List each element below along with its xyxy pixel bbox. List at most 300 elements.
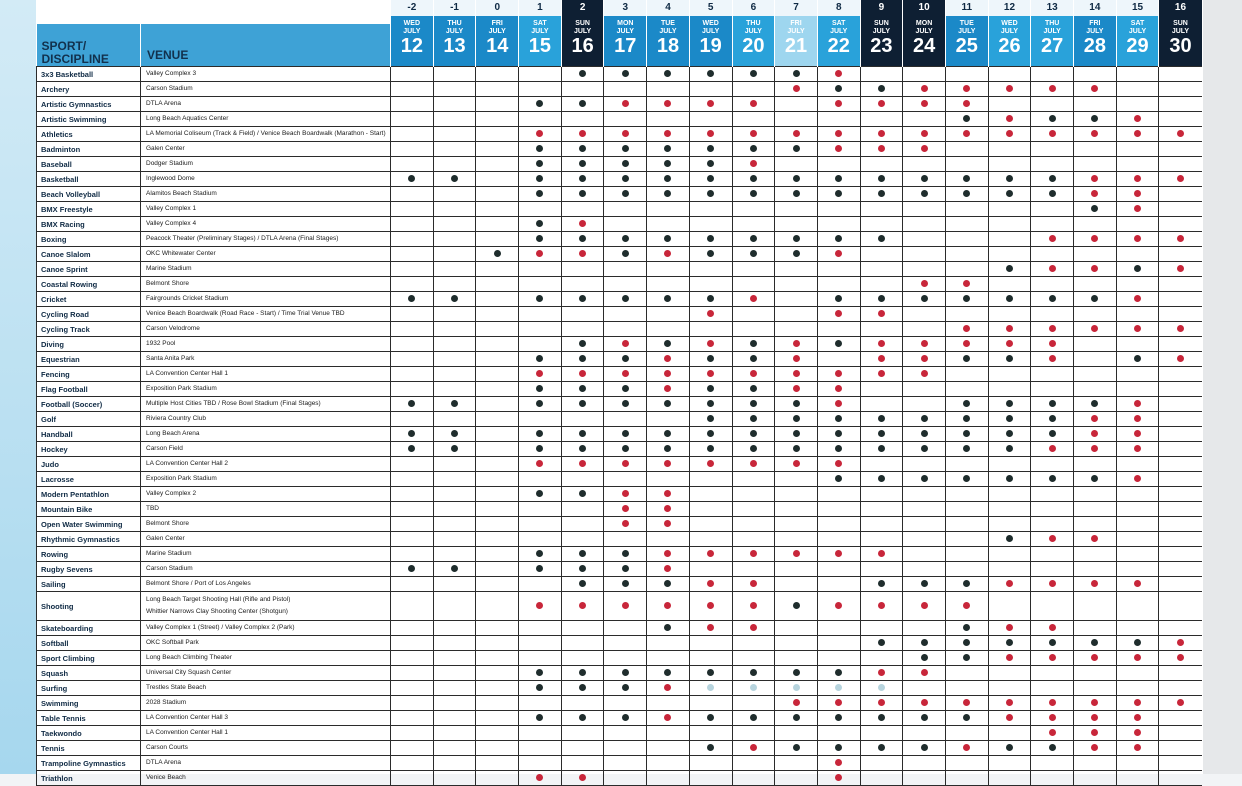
table-row (37, 352, 1202, 367)
schedule-cell (604, 172, 647, 187)
schedule-cell (945, 532, 988, 547)
medal-event-dot (664, 460, 671, 467)
schedule-cell (647, 412, 690, 427)
schedule-cell (1159, 157, 1202, 172)
competition-dot (1134, 639, 1141, 646)
schedule-cell (519, 262, 562, 277)
day-of-week: FRI (1089, 20, 1101, 27)
date-number: 13 (443, 35, 466, 57)
schedule-cell (775, 487, 818, 502)
competition-dot (963, 445, 970, 452)
schedule-cell (647, 666, 690, 681)
venue-name: Valley Complex 1 (Street) / Valley Complex 2 (Park) (141, 621, 391, 636)
schedule-cell (647, 67, 690, 82)
schedule-cell (433, 292, 476, 307)
schedule-cell (817, 172, 860, 187)
medal-event-dot (664, 684, 671, 691)
schedule-cell (860, 157, 903, 172)
schedule-cell (689, 367, 732, 382)
venue-name: Galen Center (141, 142, 391, 157)
medal-event-dot (664, 130, 671, 137)
schedule-cell (689, 277, 732, 292)
schedule-cell (647, 487, 690, 502)
month-label: JULY (744, 28, 762, 35)
medal-event-dot (1091, 445, 1098, 452)
schedule-cell (1031, 247, 1074, 262)
schedule-cell (519, 82, 562, 97)
schedule-cell (775, 277, 818, 292)
schedule-cell (604, 756, 647, 771)
table-row (37, 711, 1202, 726)
competition-dot (963, 580, 970, 587)
schedule-cell (732, 442, 775, 457)
sport-name: Surfing (37, 681, 141, 696)
month-label: JULY (445, 28, 464, 35)
schedule-cell (775, 457, 818, 472)
schedule-cell (732, 352, 775, 367)
schedule-cell (1074, 112, 1117, 127)
schedule-cell (647, 352, 690, 367)
schedule-cell (988, 247, 1031, 262)
schedule-cell (817, 771, 860, 786)
schedule-cell (945, 442, 988, 457)
table-row (37, 367, 1202, 382)
schedule-cell (391, 666, 434, 681)
competition-dot (622, 400, 629, 407)
sport-name: Triathlon (37, 771, 141, 786)
schedule-cell (1159, 307, 1202, 322)
medal-event-dot (1049, 699, 1056, 706)
schedule-cell (732, 412, 775, 427)
medal-event-dot (1177, 654, 1184, 661)
schedule-cell (988, 352, 1031, 367)
schedule-cell (604, 367, 647, 382)
schedule-cell (903, 487, 946, 502)
schedule-cell (860, 681, 903, 696)
day-of-week: WED (702, 20, 719, 27)
competition-dot (921, 744, 928, 751)
medal-event-dot (921, 370, 928, 377)
schedule-cell (1116, 67, 1159, 82)
competition-dot (921, 415, 928, 422)
schedule-cell (860, 97, 903, 112)
schedule-cell (732, 217, 775, 232)
schedule-cell (647, 322, 690, 337)
schedule-cell (519, 217, 562, 232)
schedule-cell (519, 442, 562, 457)
schedule-cell (476, 412, 519, 427)
schedule-cell (732, 756, 775, 771)
schedule-cell (561, 307, 604, 322)
schedule-cell (903, 247, 946, 262)
schedule-cell (1116, 547, 1159, 562)
sport-name: Handball (37, 427, 141, 442)
schedule-cell (903, 202, 946, 217)
competition-dot (579, 355, 586, 362)
schedule-cell (561, 337, 604, 352)
medal-event-dot (536, 460, 543, 467)
schedule-cell (1031, 142, 1074, 157)
medal-event-dot (1134, 130, 1141, 137)
schedule-cell (1074, 517, 1117, 532)
schedule-cell (1074, 412, 1117, 427)
sport-name: Canoe Slalom (37, 247, 141, 262)
sport-name: Shooting (37, 592, 141, 621)
schedule-cell (647, 172, 690, 187)
schedule-cell (604, 142, 647, 157)
schedule-cell (1074, 202, 1117, 217)
competition-dot (664, 70, 671, 77)
schedule-cell (519, 621, 562, 636)
competition-dot (622, 70, 629, 77)
schedule-cell (433, 232, 476, 247)
schedule-cell (1159, 262, 1202, 277)
schedule-cell (476, 562, 519, 577)
day-column-header (1031, 0, 1074, 67)
schedule-cell (988, 592, 1031, 621)
schedule-cell (433, 97, 476, 112)
competition-dot (622, 295, 629, 302)
schedule-cell (988, 726, 1031, 741)
schedule-cell (689, 651, 732, 666)
schedule-cell (732, 112, 775, 127)
schedule-cell (775, 562, 818, 577)
sport-name: Cycling Road (37, 307, 141, 322)
schedule-cell (817, 577, 860, 592)
schedule-cell (433, 217, 476, 232)
schedule-cell (391, 67, 434, 82)
schedule-cell (476, 127, 519, 142)
schedule-cell (689, 292, 732, 307)
competition-dot (963, 415, 970, 422)
schedule-cell (476, 621, 519, 636)
schedule-cell (433, 621, 476, 636)
sport-name: BMX Freestyle (37, 202, 141, 217)
day-column-header (519, 0, 562, 67)
schedule-cell (604, 82, 647, 97)
competition-dot (963, 475, 970, 482)
competition-dot (793, 190, 800, 197)
schedule-cell (1031, 547, 1074, 562)
day-column-header (604, 0, 647, 67)
schedule-cell (476, 711, 519, 726)
schedule-cell (1159, 247, 1202, 262)
month-label: JULY (1086, 28, 1104, 35)
schedule-cell (1074, 382, 1117, 397)
schedule-cell (604, 457, 647, 472)
medal-event-dot (707, 624, 714, 631)
schedule-cell (433, 636, 476, 651)
medal-event-dot (1134, 714, 1141, 721)
competition-dot (579, 145, 586, 152)
schedule-cell (860, 666, 903, 681)
tentative-event-dot (793, 684, 800, 691)
schedule-cell (945, 771, 988, 786)
day-of-week: SAT (831, 20, 846, 27)
date-number: 17 (614, 35, 637, 57)
table-row (37, 621, 1202, 636)
competition-dot (579, 550, 586, 557)
medal-event-dot (835, 759, 842, 766)
schedule-cell (988, 577, 1031, 592)
schedule-cell (988, 127, 1031, 142)
competition-dot (664, 190, 671, 197)
schedule-cell (903, 127, 946, 142)
schedule-cell (732, 142, 775, 157)
medal-event-dot (664, 714, 671, 721)
schedule-cell (391, 577, 434, 592)
schedule-cell (433, 247, 476, 262)
competition-dot (793, 714, 800, 721)
month-label: JULY (830, 28, 848, 35)
schedule-cell (860, 756, 903, 771)
sport-name: Archery (37, 82, 141, 97)
schedule-cell (1116, 142, 1159, 157)
schedule-cell (860, 142, 903, 157)
schedule-cell (433, 367, 476, 382)
schedule-cell (391, 127, 434, 142)
competition-day-number: 0 (476, 0, 518, 16)
medal-event-dot (579, 130, 586, 137)
medal-event-dot (750, 160, 757, 167)
venue-name: Santa Anita Park (141, 352, 391, 367)
competition-day-number: 9 (861, 0, 903, 16)
schedule-cell (391, 696, 434, 711)
schedule-cell (604, 517, 647, 532)
schedule-cell (988, 337, 1031, 352)
schedule-cell (1074, 621, 1117, 636)
schedule-cell (1074, 292, 1117, 307)
schedule-cell (1031, 232, 1074, 247)
schedule-cell (647, 397, 690, 412)
schedule-cell (433, 592, 476, 621)
schedule-cell (433, 562, 476, 577)
medal-event-dot (921, 85, 928, 92)
competition-dot (536, 550, 543, 557)
competition-dot (793, 430, 800, 437)
medal-event-dot (664, 370, 671, 377)
schedule-cell (775, 696, 818, 711)
schedule-cell (647, 681, 690, 696)
schedule-cell (647, 112, 690, 127)
schedule-cell (476, 651, 519, 666)
schedule-cell (433, 532, 476, 547)
medal-event-dot (1134, 744, 1141, 751)
medal-event-dot (1134, 235, 1141, 242)
schedule-cell (817, 681, 860, 696)
competition-dot (451, 445, 458, 452)
schedule-cell (732, 127, 775, 142)
schedule-cell (561, 262, 604, 277)
competition-dot (622, 145, 629, 152)
competition-dot (707, 385, 714, 392)
schedule-cell (732, 277, 775, 292)
schedule-cell (476, 681, 519, 696)
schedule-cell (1159, 696, 1202, 711)
schedule-cell (860, 621, 903, 636)
venue-name: Carson Stadium (141, 82, 391, 97)
medal-event-dot (664, 505, 671, 512)
schedule-cell (775, 442, 818, 457)
schedule-cell (775, 172, 818, 187)
schedule-cell (860, 442, 903, 457)
medal-event-dot (878, 340, 885, 347)
schedule-cell (519, 636, 562, 651)
schedule-cell (647, 472, 690, 487)
venue-name: LA Memorial Coliseum (Track & Field) / Venice Beach Boardwalk (Marathon - Start) (141, 127, 391, 142)
schedule-cell (476, 771, 519, 786)
competition-dot (622, 714, 629, 721)
table-row (37, 427, 1202, 442)
schedule-cell (476, 472, 519, 487)
schedule-cell (689, 397, 732, 412)
schedule-cell (519, 382, 562, 397)
schedule-cell (433, 127, 476, 142)
schedule-cell (604, 771, 647, 786)
medal-event-dot (921, 669, 928, 676)
medal-event-dot (707, 602, 714, 609)
schedule-cell (476, 232, 519, 247)
competition-dot (750, 430, 757, 437)
month-label: JULY (787, 28, 805, 35)
schedule-cell (604, 621, 647, 636)
competition-dot (793, 415, 800, 422)
competition-dot (1134, 265, 1141, 272)
medal-event-dot (878, 370, 885, 377)
schedule-cell (860, 382, 903, 397)
schedule-cell (817, 232, 860, 247)
schedule-cell (433, 187, 476, 202)
schedule-cell (732, 97, 775, 112)
schedule-cell (647, 592, 690, 621)
schedule-cell (732, 247, 775, 262)
competition-dot (835, 669, 842, 676)
month-label: JULY (573, 28, 592, 35)
schedule-cell (519, 97, 562, 112)
medal-event-dot (664, 100, 671, 107)
schedule-cell (391, 337, 434, 352)
month-label: JULY (403, 28, 421, 35)
schedule-cell (561, 726, 604, 741)
schedule-cell (732, 502, 775, 517)
medal-event-dot (664, 490, 671, 497)
medal-event-dot (622, 490, 629, 497)
schedule-cell (689, 247, 732, 262)
schedule-cell (945, 711, 988, 726)
schedule-cell (519, 67, 562, 82)
schedule-cell (1031, 636, 1074, 651)
schedule-cell (903, 741, 946, 756)
table-row (37, 696, 1202, 711)
schedule-cell (1116, 352, 1159, 367)
schedule-cell (476, 172, 519, 187)
month-label: JULY (702, 28, 720, 35)
competition-dot (750, 415, 757, 422)
schedule-cell (433, 112, 476, 127)
schedule-cell (647, 532, 690, 547)
schedule-cell (732, 367, 775, 382)
day-column-header (1159, 0, 1202, 67)
schedule-cell (391, 277, 434, 292)
schedule-cell (519, 397, 562, 412)
schedule-cell (476, 487, 519, 502)
schedule-cell (476, 217, 519, 232)
venue-name: Riviera Country Club (141, 412, 391, 427)
schedule-cell (1031, 696, 1074, 711)
schedule-cell (391, 322, 434, 337)
schedule-cell (1074, 127, 1117, 142)
schedule-cell (604, 696, 647, 711)
competition-dot (750, 445, 757, 452)
schedule-cell (561, 322, 604, 337)
schedule-cell (391, 157, 434, 172)
schedule-cell (1116, 262, 1159, 277)
competition-dot (622, 580, 629, 587)
schedule-cell (903, 517, 946, 532)
competition-dot (536, 160, 543, 167)
medal-event-dot (750, 624, 757, 631)
competition-dot (579, 684, 586, 691)
schedule-cell (519, 337, 562, 352)
schedule-cell (391, 412, 434, 427)
sport-name: Hockey (37, 442, 141, 457)
schedule-cell (1074, 322, 1117, 337)
table-row (37, 217, 1202, 232)
schedule-cell (903, 172, 946, 187)
schedule-cell (391, 232, 434, 247)
schedule-cell (1116, 382, 1159, 397)
schedule-cell (988, 502, 1031, 517)
schedule-cell (1159, 382, 1202, 397)
medal-event-dot (707, 340, 714, 347)
competition-dot (536, 100, 543, 107)
schedule-cell (604, 427, 647, 442)
schedule-cell (689, 696, 732, 711)
medal-event-dot (536, 370, 543, 377)
medal-event-dot (1049, 85, 1056, 92)
schedule-cell (689, 127, 732, 142)
competition-dot (963, 639, 970, 646)
medal-event-dot (835, 310, 842, 317)
schedule-cell (945, 142, 988, 157)
medal-event-dot (1006, 580, 1013, 587)
competition-dot (1049, 430, 1056, 437)
competition-dot (793, 445, 800, 452)
schedule-cell (860, 187, 903, 202)
day-of-week: SAT (533, 20, 547, 27)
medal-event-dot (664, 520, 671, 527)
schedule-cell (1031, 577, 1074, 592)
schedule-cell (476, 82, 519, 97)
schedule-cell (604, 97, 647, 112)
venue-name: Long Beach Arena (141, 427, 391, 442)
competition-dot (921, 445, 928, 452)
schedule-cell (988, 67, 1031, 82)
schedule-cell (775, 352, 818, 367)
schedule-cell (433, 487, 476, 502)
competition-dot (921, 714, 928, 721)
schedule-cell (689, 666, 732, 681)
medal-event-dot (793, 460, 800, 467)
schedule-cell (519, 472, 562, 487)
schedule-cell (945, 756, 988, 771)
table-row (37, 82, 1202, 97)
medal-event-dot (963, 85, 970, 92)
schedule-cell (391, 247, 434, 262)
medal-event-dot (793, 550, 800, 557)
schedule-cell (561, 681, 604, 696)
competition-dot (707, 160, 714, 167)
